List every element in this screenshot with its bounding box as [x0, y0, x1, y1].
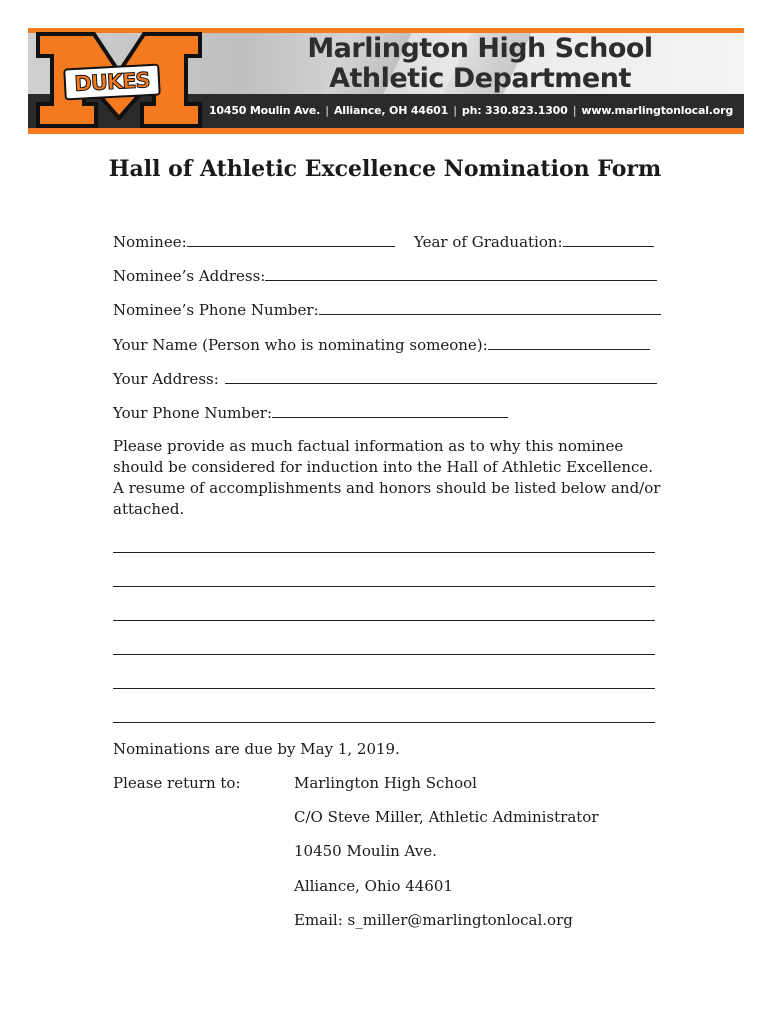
your-address-field — [113, 368, 657, 389]
nominee-phone-input-line[interactable] — [319, 299, 661, 315]
deadline-text: Nominations are due by May 1, 2019. — [113, 740, 400, 758]
school-address: 10450 Moulin Ave. — [208, 104, 321, 117]
answer-line[interactable] — [113, 722, 655, 723]
instructions-paragraph: Please provide as much factual information as to why this nominee should be considered for induction into the Hall of Athletic Excellence. A resume of accomplishments and honors should be listed below and/or attached. — [113, 437, 661, 518]
your-phone-input-line[interactable] — [272, 402, 508, 418]
nominee-address-field — [113, 265, 657, 286]
answer-line[interactable] — [113, 620, 655, 621]
nominee-field — [113, 231, 395, 252]
contact-info: 10450 Moulin Ave. | Alliance, OH 44601 | ph: 330.823.1300 | www.marlingtonlocal.org — [208, 104, 734, 117]
graduation-year-input-line[interactable] — [563, 231, 654, 247]
nominee-phone-label: Nominee’s Phone Number: — [113, 301, 319, 319]
your-phone-label: Your Phone Number: — [113, 404, 273, 422]
school-logo — [34, 30, 204, 130]
return-street: 10450 Moulin Ave. — [294, 842, 437, 860]
nominee-phone-field — [113, 299, 661, 320]
graduation-year-field — [414, 231, 654, 252]
nominee-address-input-line[interactable] — [265, 265, 657, 281]
graduation-year-label: Year of Graduation: — [414, 233, 563, 251]
your-phone-field — [113, 402, 508, 423]
your-name-label: Your Name (Person who is nominating someone): — [113, 336, 488, 354]
return-email[interactable]: Email: s_miller@marlingtonlocal.org — [294, 911, 573, 929]
school-phone: ph: 330.823.1300 — [461, 104, 568, 117]
your-name-field — [113, 334, 650, 355]
nominee-input-line[interactable] — [187, 231, 395, 247]
your-name-input-line[interactable] — [488, 334, 650, 350]
nominee-label: Nominee: — [113, 233, 187, 251]
letterhead-banner — [28, 28, 744, 134]
form-title: Hall of Athletic Excellence Nomination Form — [108, 156, 662, 182]
return-school: Marlington High School — [294, 774, 477, 792]
department-name: Athletic Department — [329, 63, 631, 94]
school-city: Alliance, OH 44601 — [333, 104, 449, 117]
return-city: Alliance, Ohio 44601 — [294, 877, 453, 895]
school-website[interactable]: www.marlingtonlocal.org — [581, 104, 734, 117]
return-contact: C/O Steve Miller, Athletic Administrator — [294, 808, 599, 826]
school-name: Marlington High School — [307, 33, 653, 64]
answer-line[interactable] — [113, 688, 655, 689]
answer-line[interactable] — [113, 586, 655, 587]
logo-wordmark: DUKES — [63, 64, 161, 101]
answer-line[interactable] — [113, 654, 655, 655]
your-address-label: Your Address: — [113, 370, 219, 388]
return-label: Please return to: — [113, 774, 241, 792]
answer-line[interactable] — [113, 552, 655, 553]
nominee-address-label: Nominee’s Address: — [113, 267, 266, 285]
your-address-input-line[interactable] — [225, 368, 657, 384]
